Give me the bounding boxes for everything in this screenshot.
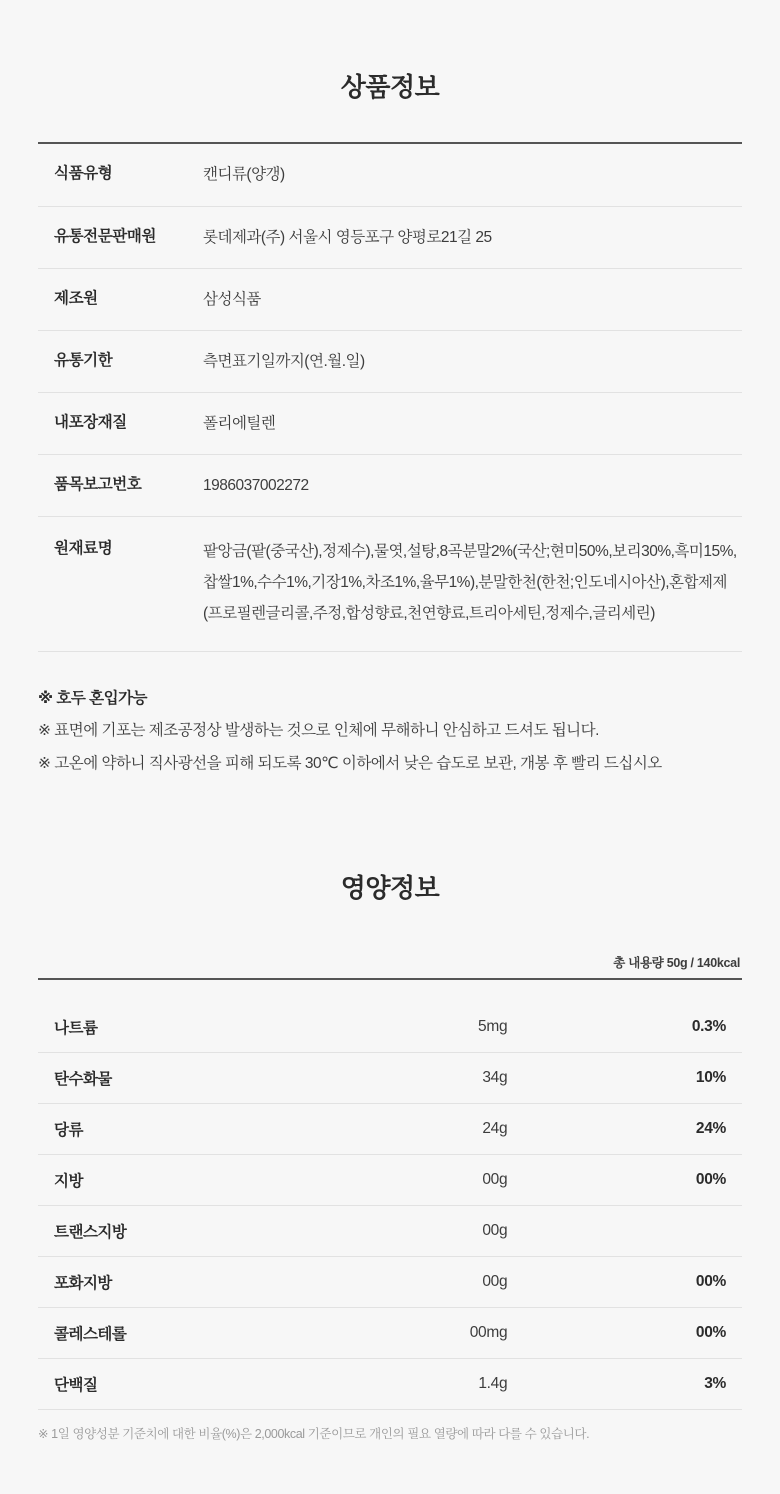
nutrition-amount-saturated-fat: 00g — [482, 1272, 508, 1290]
table-row — [38, 206, 742, 268]
nutrition-table — [38, 978, 742, 1410]
nutrition-total-amount: 총 내용량 50g / 140kcal — [613, 955, 740, 970]
nutrition-percent-fat: 00% — [695, 1170, 726, 1188]
nutrition-label-saturated-fat: 포화지방 — [54, 1274, 112, 1292]
nutrition-percent-protein: 3% — [704, 1374, 726, 1392]
nutrition-label-sugars: 당류 — [54, 1121, 83, 1139]
product-detail-page — [0, 17, 780, 1494]
table-row — [38, 1154, 742, 1205]
nutrition-amount-carbohydrate: 34g — [482, 1068, 508, 1086]
table-row — [38, 1256, 742, 1307]
table-row — [38, 517, 742, 652]
info-value-expiry: 측면표기일까지(연.월.일) — [203, 352, 365, 370]
nutrition-amount-fat: 00g — [482, 1170, 508, 1188]
table-row — [38, 1358, 742, 1409]
note-item-bubbles: ※ 표면에 기포는 제조공정상 발생하는 것으로 인체에 무해하니 안심하고 드셔도 됩니다. — [38, 722, 599, 740]
nutrition-label-fat: 지방 — [54, 1172, 83, 1190]
note-item-walnut: ※ 호두 혼입가능 — [38, 690, 148, 708]
info-label-packaging: 내포장재질 — [54, 413, 127, 431]
nutrition-percent-saturated-fat: 00% — [695, 1272, 726, 1290]
nutrition-amount-protein: 1.4g — [478, 1374, 508, 1392]
info-label-distributor: 유통전문판매원 — [54, 227, 157, 245]
product-info-table — [38, 142, 742, 652]
nutrition-label-trans-fat: 트랜스지방 — [54, 1223, 127, 1241]
note-item-storage: ※ 고온에 약하니 직사광선을 피해 되도록 30℃ 이하에서 낮은 습도로 보관, 개봉 후 빨리 드십시오 — [38, 754, 662, 772]
info-label-ingredients: 원재료명 — [54, 540, 113, 558]
nutrition-percent-trans-fat — [507, 1205, 742, 1256]
info-label-food-type: 식품유형 — [54, 165, 113, 183]
info-value-ingredients: 팥앙금(팥(중국산),정제수),물엿,설탕,8곡분말2%(국산;현미50%,보리30%,흑미15%,찹쌀1%,수수1%,기장1%,차조1%,율무1%),분말한천(한천;인도네시아산),혼합제제(프로필렌글리콜,주정,합성향료,천연향료,트리아세틴,정제수,글리세린) — [203, 543, 737, 623]
info-label-manufacturer: 제조원 — [54, 289, 98, 307]
nutrition-title: 영양정보 — [340, 873, 440, 904]
notes-block — [38, 684, 742, 779]
nutrition-amount-sugars: 24g — [482, 1119, 508, 1137]
nutrition-percent-carbohydrate: 10% — [695, 1068, 726, 1086]
table-row — [38, 143, 742, 206]
info-label-report-number: 품목보고번호 — [54, 476, 142, 494]
nutrition-table-spacer — [38, 979, 742, 1002]
product-info-title: 상품정보 — [340, 72, 440, 103]
nutrition-amount-trans-fat: 00g — [482, 1221, 508, 1239]
table-row — [38, 455, 742, 517]
info-value-food-type: 캔디류(양갱) — [203, 166, 285, 184]
nutrition-label-protein: 단백질 — [54, 1376, 98, 1394]
nutrition-percent-sodium: 0.3% — [691, 1017, 726, 1035]
nutrition-label-carbohydrate: 탄수화물 — [54, 1070, 112, 1088]
info-value-distributor: 롯데제과(주) 서울시 영등포구 양평로21길 25 — [203, 228, 492, 246]
nutrition-percent-sugars: 24% — [695, 1119, 726, 1137]
nutrition-amount-sodium: 5mg — [478, 1017, 508, 1035]
nutrition-percent-cholesterol: 00% — [695, 1323, 726, 1341]
info-label-expiry: 유통기한 — [54, 351, 113, 369]
table-row — [38, 1052, 742, 1103]
table-row — [38, 1307, 742, 1358]
table-row — [38, 1205, 742, 1256]
table-row — [38, 1103, 742, 1154]
table-row — [38, 392, 742, 454]
nutrition-footnote: ※ 1일 영양성분 기준치에 대한 비율(%)은 2,000kcal 기준이므로 개인의 필요 열량에 따라 다를 수 있습니다. — [38, 1426, 590, 1441]
nutrition-label-cholesterol: 콜레스테롤 — [54, 1325, 127, 1343]
info-value-report-number: 1986037002272 — [203, 477, 309, 495]
info-value-manufacturer: 삼성식품 — [203, 290, 261, 308]
table-row — [38, 268, 742, 330]
spacer-cell — [38, 979, 742, 1002]
nutrition-amount-cholesterol: 00mg — [469, 1323, 508, 1341]
nutrition-label-sodium: 나트륨 — [54, 1019, 98, 1037]
info-value-packaging: 폴리에틸렌 — [203, 414, 276, 432]
table-row — [38, 1002, 742, 1053]
table-row — [38, 330, 742, 392]
